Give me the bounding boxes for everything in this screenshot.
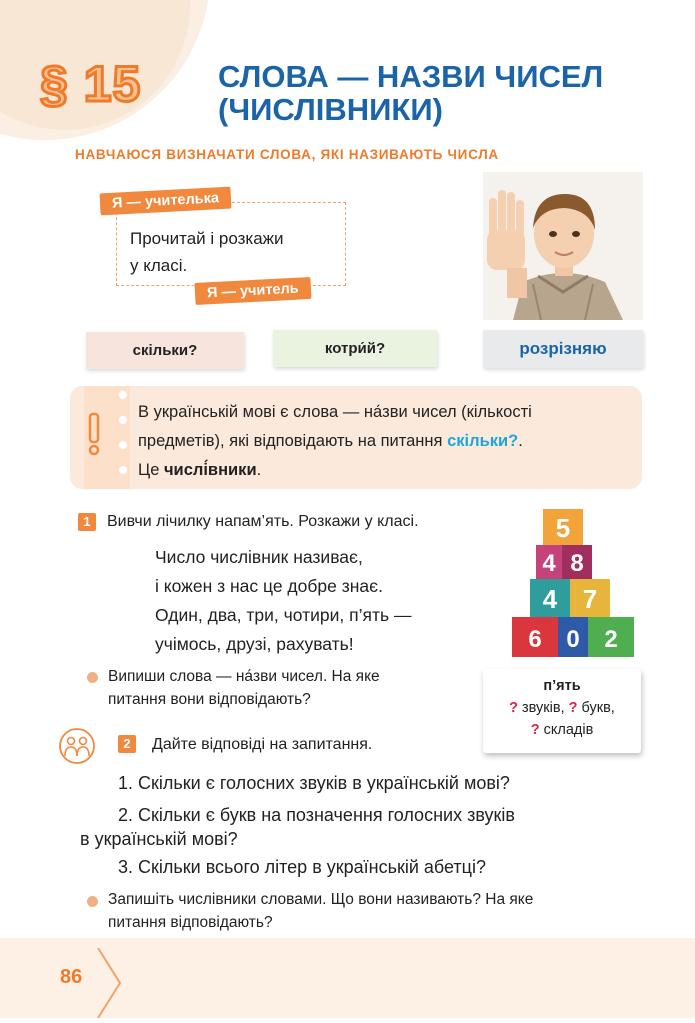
rule-line3-start: Це bbox=[138, 461, 164, 479]
question-item-1: 1. Скільки є голосних звуків в українській мові? bbox=[118, 773, 510, 793]
block-digit: 4 bbox=[542, 584, 558, 614]
section-number: § 15 bbox=[40, 56, 142, 112]
rule-highlight: скільки? bbox=[447, 432, 519, 450]
dots-decoration bbox=[118, 390, 128, 485]
tag-teacher-male: Я — учитель bbox=[195, 277, 312, 305]
question-mark-icon: ? bbox=[509, 700, 518, 716]
exercise-2-task bbox=[108, 888, 533, 934]
learning-goal: НАВЧАЮСЯ ВИЗНАЧАТИ СЛОВА, ЯКІ НАЗИВАЮТЬ ЧИСЛА bbox=[75, 147, 499, 162]
rule-line1: В українській мові є слова — на́зви чисел (кількості bbox=[138, 403, 532, 421]
block-digit: 8 bbox=[570, 550, 584, 577]
distinguish-label: розрізняю bbox=[483, 330, 643, 368]
number-blocks-image bbox=[508, 505, 638, 660]
instruction-text bbox=[130, 225, 284, 279]
word-analysis-card bbox=[483, 669, 641, 753]
counting-rhyme bbox=[155, 543, 411, 659]
exercise-1-task-line1: Випиши слова — на́зви чисел. На яке bbox=[108, 668, 380, 685]
card-row-syllables bbox=[483, 719, 641, 741]
page-title-line1: СЛОВА — НАЗВИ ЧИСЕЛ bbox=[218, 59, 604, 94]
question-item-2b: в українській мові? bbox=[80, 829, 238, 849]
rhyme-line: і кожен з нас це добре знає. bbox=[155, 576, 383, 596]
instruction-line2: у класі. bbox=[130, 256, 188, 275]
rule-line3-end: . bbox=[256, 461, 262, 479]
page-title-line2: (ЧИСЛІВНИКИ) bbox=[218, 92, 443, 127]
question-item-3: 3. Скільки всього літер в українській абетці? bbox=[118, 857, 486, 877]
exercise-2-task-line1: Запишіть числівники словами. Що вони називають? На яке bbox=[108, 891, 534, 908]
exercise-1-number: 1 bbox=[78, 513, 96, 531]
exercise-2-number: 2 bbox=[118, 735, 136, 753]
rule-line2 bbox=[138, 427, 638, 456]
block-digit: 4 bbox=[542, 550, 556, 577]
exercise-2-task-line2: питання відповідають? bbox=[108, 914, 273, 931]
number-blocks bbox=[508, 505, 638, 660]
exercise-2-instruction: Дайте відповіді на запитання. bbox=[152, 736, 373, 753]
rule-line2-start: предметів), які відповідають на питання bbox=[138, 432, 448, 450]
instruction-line1: Прочитай і розкажи bbox=[130, 229, 284, 248]
question-mark-icon: ? bbox=[530, 722, 540, 738]
boy-illustration bbox=[483, 172, 643, 320]
card-sounds: звуків, bbox=[518, 700, 569, 716]
rhyme-line: Один, два, три, чотири, п’ять — bbox=[155, 605, 412, 625]
rhyme-line: Число числівник називає, bbox=[155, 547, 363, 567]
rhyme-line: учімось, друзі, рахувать! bbox=[155, 634, 354, 654]
rule-dots bbox=[118, 390, 128, 485]
block-digit: 7 bbox=[582, 584, 598, 614]
question-mark-icon: ? bbox=[568, 700, 578, 716]
exercise-1-task bbox=[108, 665, 380, 711]
rule-text bbox=[138, 398, 638, 485]
bullet-icon bbox=[87, 896, 98, 907]
tag-teacher-female: Я — учителька bbox=[100, 187, 232, 216]
question-item-2a: 2. Скільки є букв на позначення голосних звуків bbox=[118, 805, 515, 825]
bullet-icon bbox=[87, 672, 98, 683]
exercise-1-task-line2: питання вони відповідають? bbox=[108, 691, 311, 708]
exercise-1-instruction: Вивчи лічилку напам’ять. Розкажи у класі. bbox=[107, 513, 419, 530]
rule-line2-end: . bbox=[518, 432, 523, 450]
block-digit: 5 bbox=[555, 513, 571, 543]
card-word: п’ять bbox=[543, 678, 581, 694]
question-how-many: скільки? bbox=[86, 332, 244, 369]
card-letters: букв, bbox=[577, 700, 615, 716]
boy-photo bbox=[483, 172, 643, 320]
rule-line3 bbox=[138, 456, 638, 485]
card-syllables: складів bbox=[539, 722, 594, 738]
block-digit: 0 bbox=[566, 626, 580, 653]
page-number: 86 bbox=[60, 966, 83, 988]
page-corner-decoration bbox=[94, 948, 124, 1023]
card-row-sounds-letters bbox=[483, 697, 641, 719]
rule-term: числі́вники bbox=[163, 461, 257, 479]
block-digit: 2 bbox=[604, 626, 618, 653]
question-which: котри́й? bbox=[273, 330, 437, 367]
block-digit: 6 bbox=[528, 626, 542, 653]
exclamation-icon bbox=[84, 412, 104, 461]
pair-work-icon bbox=[58, 727, 96, 770]
page-title bbox=[218, 60, 603, 126]
